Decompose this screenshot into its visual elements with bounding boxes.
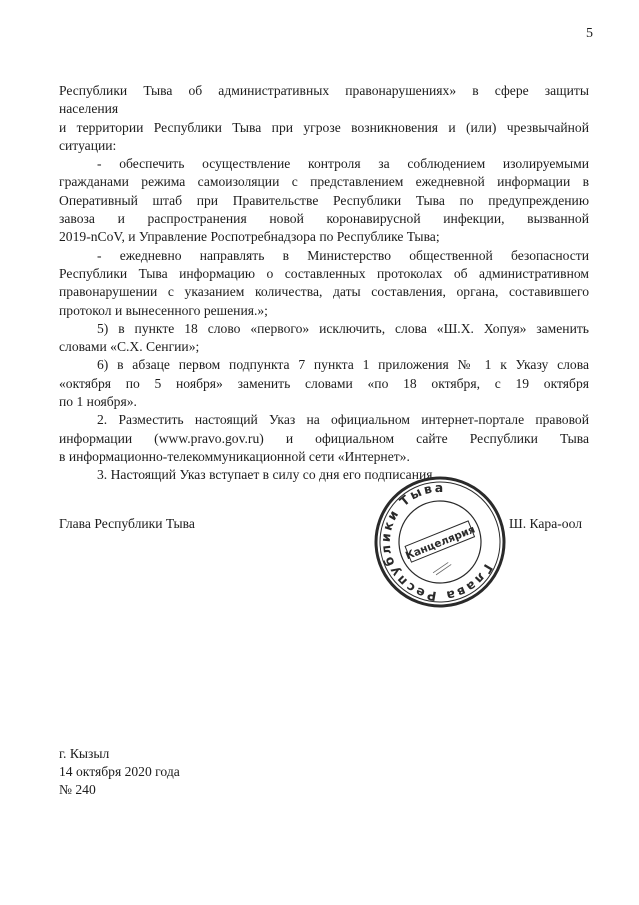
- text-line: правонарушении с указанием количества, даты составления, органа, составившего: [59, 284, 589, 300]
- decree-number: № 240: [59, 782, 96, 797]
- text-line: протокол и вынесенного решения.»;: [59, 302, 268, 318]
- paragraph-continuation: [59, 82, 589, 119]
- document-footer: [59, 745, 180, 799]
- text-line: завоза и распространения новой коронавирусной инфекции, вызванной: [59, 211, 589, 227]
- text-line: 5) в пункте 18 слово «первого» исключить, слова «Ш.Х. Хопуя» заменить: [97, 320, 589, 336]
- text-line: в информационно-телекоммуникационной сети «Интернет».: [59, 448, 410, 464]
- document-body: [59, 82, 589, 485]
- official-seal: [370, 472, 510, 612]
- text-line: словами «С.Х. Сенгии»;: [59, 339, 200, 355]
- signature-block: [59, 516, 599, 536]
- paragraph-item-5: [59, 320, 589, 357]
- text-line: и территории Республики Тыва при угрозе возникновения и (или) чрезвычайной: [59, 119, 589, 135]
- signatory-name: Ш. Кара-оол: [509, 516, 582, 531]
- text-line: информации (www.pravo.gov.ru) и официальном сайте Республики Тыва: [59, 430, 589, 446]
- paragraph-publish: [59, 411, 589, 466]
- text-line: ситуации:: [59, 137, 117, 153]
- paragraph-daily-report: [59, 247, 589, 320]
- text-line: Оперативный штаб при Правительстве Республики Тыва по предупреждению: [59, 192, 589, 208]
- text-line: Республики Тыва об административных правонарушениях» в сфере защиты: [59, 83, 589, 98]
- text-line: по 1 ноября».: [59, 394, 137, 410]
- paragraph-control: [59, 155, 589, 246]
- paragraph-territory: [59, 119, 589, 156]
- seal-ring-text: Глава Республики Тыва: [377, 479, 496, 605]
- paragraph-item-6: [59, 356, 589, 411]
- text-line: - ежедневно направлять в Министерство общественной безопасности: [97, 247, 589, 263]
- issue-city: г. Кызыл: [59, 746, 110, 761]
- text-line: 6) в абзаце первом подпункта 7 пункта 1 приложения № 1 к Указу слова: [97, 357, 589, 373]
- text-line: - обеспечить осуществление контроля за соблюдением изолируемыми: [97, 156, 589, 172]
- page-number: 5: [586, 26, 593, 41]
- issue-date: 14 октября 2020 года: [59, 764, 180, 779]
- signatory-title: Глава Республики Тыва: [59, 516, 195, 531]
- seal-center-text: Канцелярия: [403, 523, 477, 563]
- text-line: гражданами режима самоизоляции с представлением ежедневной информации в: [59, 174, 589, 190]
- text-line: 2. Разместить настоящий Указ на официальном интернет-портале правовой: [97, 412, 589, 428]
- text-line: Республики Тыва информацию о составленных протоколах об административном: [59, 265, 589, 281]
- text-line: 2019-nCoV, и Управление Роспотребнадзора по Республике Тыва;: [59, 229, 440, 245]
- text-line: населения: [59, 101, 119, 117]
- text-line: «октября по 5 ноября» заменить словами «по 18 октября, с 19 октября: [59, 375, 589, 391]
- text-line: 3. Настоящий Указ вступает в силу со дня его подписания.: [97, 467, 436, 483]
